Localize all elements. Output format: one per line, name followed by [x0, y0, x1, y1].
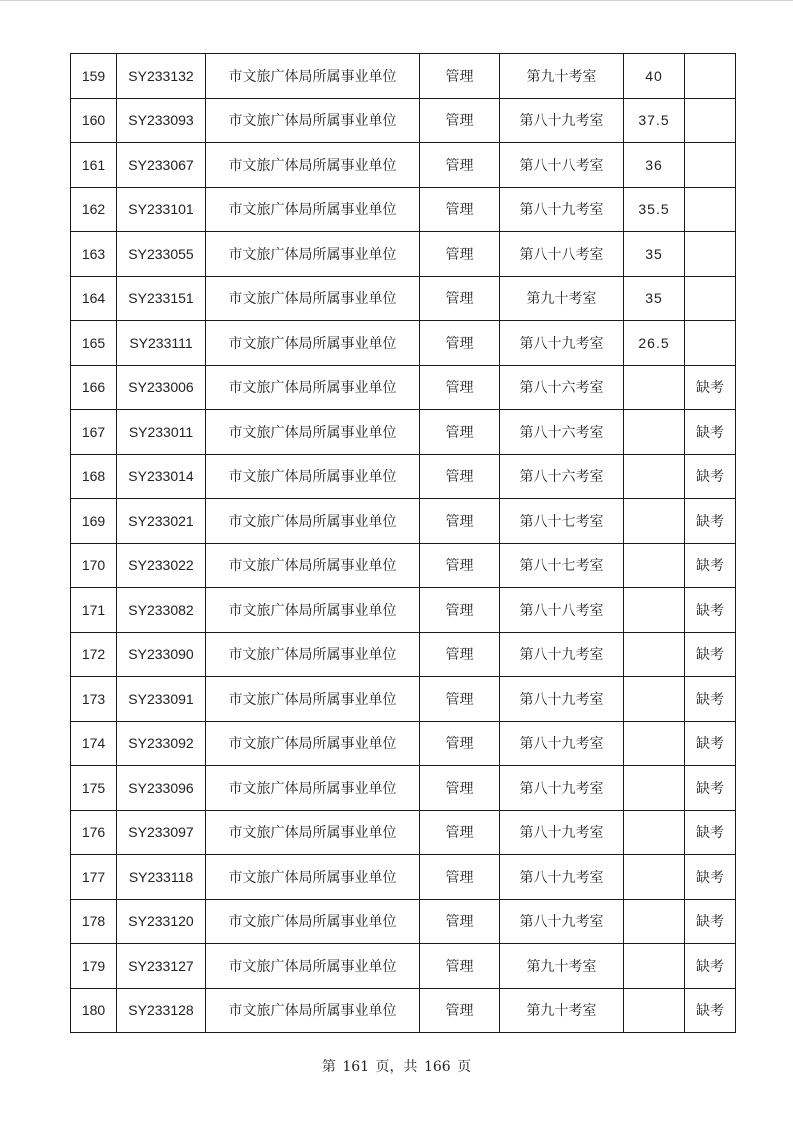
score-cell: 37.5 [624, 98, 685, 143]
unit-cell: 市文旅广体局所属事业单位 [206, 98, 420, 143]
post-cell: 管理 [420, 321, 500, 366]
exam-room-cell: 第八十九考室 [500, 899, 624, 944]
exam-room-cell: 第八十六考室 [500, 365, 624, 410]
post-cell: 管理 [420, 766, 500, 811]
unit-cell: 市文旅广体局所属事业单位 [206, 454, 420, 499]
candidate-id-cell: SY233006 [117, 365, 206, 410]
score-cell [624, 410, 685, 455]
post-cell: 管理 [420, 855, 500, 900]
note-cell [685, 276, 736, 321]
score-cell [624, 365, 685, 410]
unit-cell: 市文旅广体局所属事业单位 [206, 499, 420, 544]
note-cell: 缺考 [685, 588, 736, 633]
table-row [71, 632, 736, 677]
post-cell: 管理 [420, 810, 500, 855]
candidate-id-cell: SY233067 [117, 143, 206, 188]
table-row [71, 143, 736, 188]
candidate-id-cell: SY233132 [117, 54, 206, 99]
note-cell: 缺考 [685, 855, 736, 900]
candidate-id-cell: SY233101 [117, 187, 206, 232]
table-row [71, 499, 736, 544]
seq-cell: 161 [71, 143, 117, 188]
seq-cell: 178 [71, 899, 117, 944]
score-cell [624, 944, 685, 989]
post-cell: 管理 [420, 721, 500, 766]
post-cell: 管理 [420, 588, 500, 633]
note-cell [685, 143, 736, 188]
note-cell: 缺考 [685, 499, 736, 544]
exam-room-cell: 第八十九考室 [500, 321, 624, 366]
exam-room-cell: 第八十七考室 [500, 543, 624, 588]
candidate-id-cell: SY233082 [117, 588, 206, 633]
table-row [71, 187, 736, 232]
unit-cell: 市文旅广体局所属事业单位 [206, 944, 420, 989]
note-cell: 缺考 [685, 632, 736, 677]
table-row [71, 98, 736, 143]
score-cell [624, 899, 685, 944]
table-row [71, 766, 736, 811]
unit-cell: 市文旅广体局所属事业单位 [206, 543, 420, 588]
note-cell: 缺考 [685, 454, 736, 499]
score-cell [624, 721, 685, 766]
unit-cell: 市文旅广体局所属事业单位 [206, 632, 420, 677]
note-cell: 缺考 [685, 766, 736, 811]
post-cell: 管理 [420, 543, 500, 588]
unit-cell: 市文旅广体局所属事业单位 [206, 988, 420, 1033]
note-cell: 缺考 [685, 944, 736, 989]
page-footer: 第 161 页，共 166 页 [321, 1059, 472, 1075]
exam-room-cell: 第八十九考室 [500, 721, 624, 766]
exam-room-cell: 第八十九考室 [500, 855, 624, 900]
note-cell [685, 98, 736, 143]
post-cell: 管理 [420, 365, 500, 410]
seq-cell: 170 [71, 543, 117, 588]
score-cell [624, 632, 685, 677]
exam-room-cell: 第八十八考室 [500, 143, 624, 188]
score-cell: 40 [624, 54, 685, 99]
seq-cell: 180 [71, 988, 117, 1033]
seq-cell: 168 [71, 454, 117, 499]
candidate-id-cell: SY233096 [117, 766, 206, 811]
seq-cell: 173 [71, 677, 117, 722]
note-cell: 缺考 [685, 721, 736, 766]
exam-room-cell: 第八十九考室 [500, 810, 624, 855]
post-cell: 管理 [420, 54, 500, 99]
post-cell: 管理 [420, 454, 500, 499]
note-cell [685, 54, 736, 99]
score-cell [624, 810, 685, 855]
table-row [71, 899, 736, 944]
note-cell [685, 321, 736, 366]
seq-cell: 177 [71, 855, 117, 900]
score-cell [624, 543, 685, 588]
table-row [71, 365, 736, 410]
exam-room-cell: 第八十八考室 [500, 232, 624, 277]
note-cell: 缺考 [685, 810, 736, 855]
table-body [71, 54, 736, 1033]
unit-cell: 市文旅广体局所属事业单位 [206, 899, 420, 944]
unit-cell: 市文旅广体局所属事业单位 [206, 721, 420, 766]
candidate-id-cell: SY233021 [117, 499, 206, 544]
table-row [71, 543, 736, 588]
score-cell [624, 766, 685, 811]
post-cell: 管理 [420, 143, 500, 188]
candidate-id-cell: SY233092 [117, 721, 206, 766]
post-cell: 管理 [420, 988, 500, 1033]
unit-cell: 市文旅广体局所属事业单位 [206, 187, 420, 232]
note-cell [685, 232, 736, 277]
seq-cell: 166 [71, 365, 117, 410]
score-cell: 35 [624, 276, 685, 321]
post-cell: 管理 [420, 276, 500, 321]
note-cell [685, 187, 736, 232]
candidate-id-cell: SY233091 [117, 677, 206, 722]
note-cell: 缺考 [685, 410, 736, 455]
seq-cell: 176 [71, 810, 117, 855]
exam-room-cell: 第九十考室 [500, 54, 624, 99]
table-row [71, 810, 736, 855]
post-cell: 管理 [420, 632, 500, 677]
score-cell: 35.5 [624, 187, 685, 232]
candidate-id-cell: SY233128 [117, 988, 206, 1033]
post-cell: 管理 [420, 98, 500, 143]
table-row [71, 232, 736, 277]
post-cell: 管理 [420, 232, 500, 277]
exam-room-cell: 第八十九考室 [500, 766, 624, 811]
exam-room-cell: 第八十六考室 [500, 410, 624, 455]
unit-cell: 市文旅广体局所属事业单位 [206, 677, 420, 722]
post-cell: 管理 [420, 499, 500, 544]
seq-cell: 175 [71, 766, 117, 811]
unit-cell: 市文旅广体局所属事业单位 [206, 276, 420, 321]
exam-room-cell: 第九十考室 [500, 988, 624, 1033]
seq-cell: 172 [71, 632, 117, 677]
table-row [71, 721, 736, 766]
exam-room-cell: 第八十八考室 [500, 588, 624, 633]
exam-room-cell: 第八十九考室 [500, 187, 624, 232]
seq-cell: 164 [71, 276, 117, 321]
score-cell: 36 [624, 143, 685, 188]
table-row [71, 54, 736, 99]
post-cell: 管理 [420, 944, 500, 989]
candidate-id-cell: SY233127 [117, 944, 206, 989]
seq-cell: 179 [71, 944, 117, 989]
table-row [71, 454, 736, 499]
table-row [71, 944, 736, 989]
unit-cell: 市文旅广体局所属事业单位 [206, 54, 420, 99]
exam-room-cell: 第八十九考室 [500, 632, 624, 677]
seq-cell: 169 [71, 499, 117, 544]
candidate-id-cell: SY233151 [117, 276, 206, 321]
seq-cell: 159 [71, 54, 117, 99]
seq-cell: 174 [71, 721, 117, 766]
unit-cell: 市文旅广体局所属事业单位 [206, 588, 420, 633]
table-row [71, 588, 736, 633]
post-cell: 管理 [420, 187, 500, 232]
table-row [71, 410, 736, 455]
note-cell: 缺考 [685, 899, 736, 944]
candidate-id-cell: SY233014 [117, 454, 206, 499]
candidate-id-cell: SY233022 [117, 543, 206, 588]
note-cell: 缺考 [685, 677, 736, 722]
seq-cell: 162 [71, 187, 117, 232]
table-row [71, 988, 736, 1033]
score-cell [624, 588, 685, 633]
unit-cell: 市文旅广体局所属事业单位 [206, 232, 420, 277]
unit-cell: 市文旅广体局所属事业单位 [206, 766, 420, 811]
note-cell: 缺考 [685, 988, 736, 1033]
exam-room-cell: 第八十七考室 [500, 499, 624, 544]
exam-room-cell: 第九十考室 [500, 276, 624, 321]
exam-room-cell: 第八十九考室 [500, 98, 624, 143]
note-cell: 缺考 [685, 365, 736, 410]
score-cell [624, 677, 685, 722]
seq-cell: 163 [71, 232, 117, 277]
note-cell: 缺考 [685, 543, 736, 588]
candidate-id-cell: SY233118 [117, 855, 206, 900]
candidate-id-cell: SY233093 [117, 98, 206, 143]
candidate-id-cell: SY233055 [117, 232, 206, 277]
seq-cell: 171 [71, 588, 117, 633]
candidate-id-cell: SY233090 [117, 632, 206, 677]
table-row [71, 677, 736, 722]
post-cell: 管理 [420, 677, 500, 722]
unit-cell: 市文旅广体局所属事业单位 [206, 321, 420, 366]
table-row [71, 321, 736, 366]
post-cell: 管理 [420, 899, 500, 944]
table-row [71, 276, 736, 321]
candidate-id-cell: SY233011 [117, 410, 206, 455]
exam-room-cell: 第九十考室 [500, 944, 624, 989]
score-cell: 35 [624, 232, 685, 277]
score-table [70, 53, 736, 1033]
exam-room-cell: 第八十九考室 [500, 677, 624, 722]
post-cell: 管理 [420, 410, 500, 455]
score-cell: 26.5 [624, 321, 685, 366]
candidate-id-cell: SY233120 [117, 899, 206, 944]
unit-cell: 市文旅广体局所属事业单位 [206, 410, 420, 455]
table-row [71, 855, 736, 900]
score-cell [624, 855, 685, 900]
unit-cell: 市文旅广体局所属事业单位 [206, 143, 420, 188]
seq-cell: 167 [71, 410, 117, 455]
unit-cell: 市文旅广体局所属事业单位 [206, 810, 420, 855]
seq-cell: 165 [71, 321, 117, 366]
candidate-id-cell: SY233097 [117, 810, 206, 855]
unit-cell: 市文旅广体局所属事业单位 [206, 855, 420, 900]
unit-cell: 市文旅广体局所属事业单位 [206, 365, 420, 410]
candidate-id-cell: SY233111 [117, 321, 206, 366]
score-cell [624, 988, 685, 1033]
score-cell [624, 499, 685, 544]
seq-cell: 160 [71, 98, 117, 143]
score-cell [624, 454, 685, 499]
exam-room-cell: 第八十六考室 [500, 454, 624, 499]
